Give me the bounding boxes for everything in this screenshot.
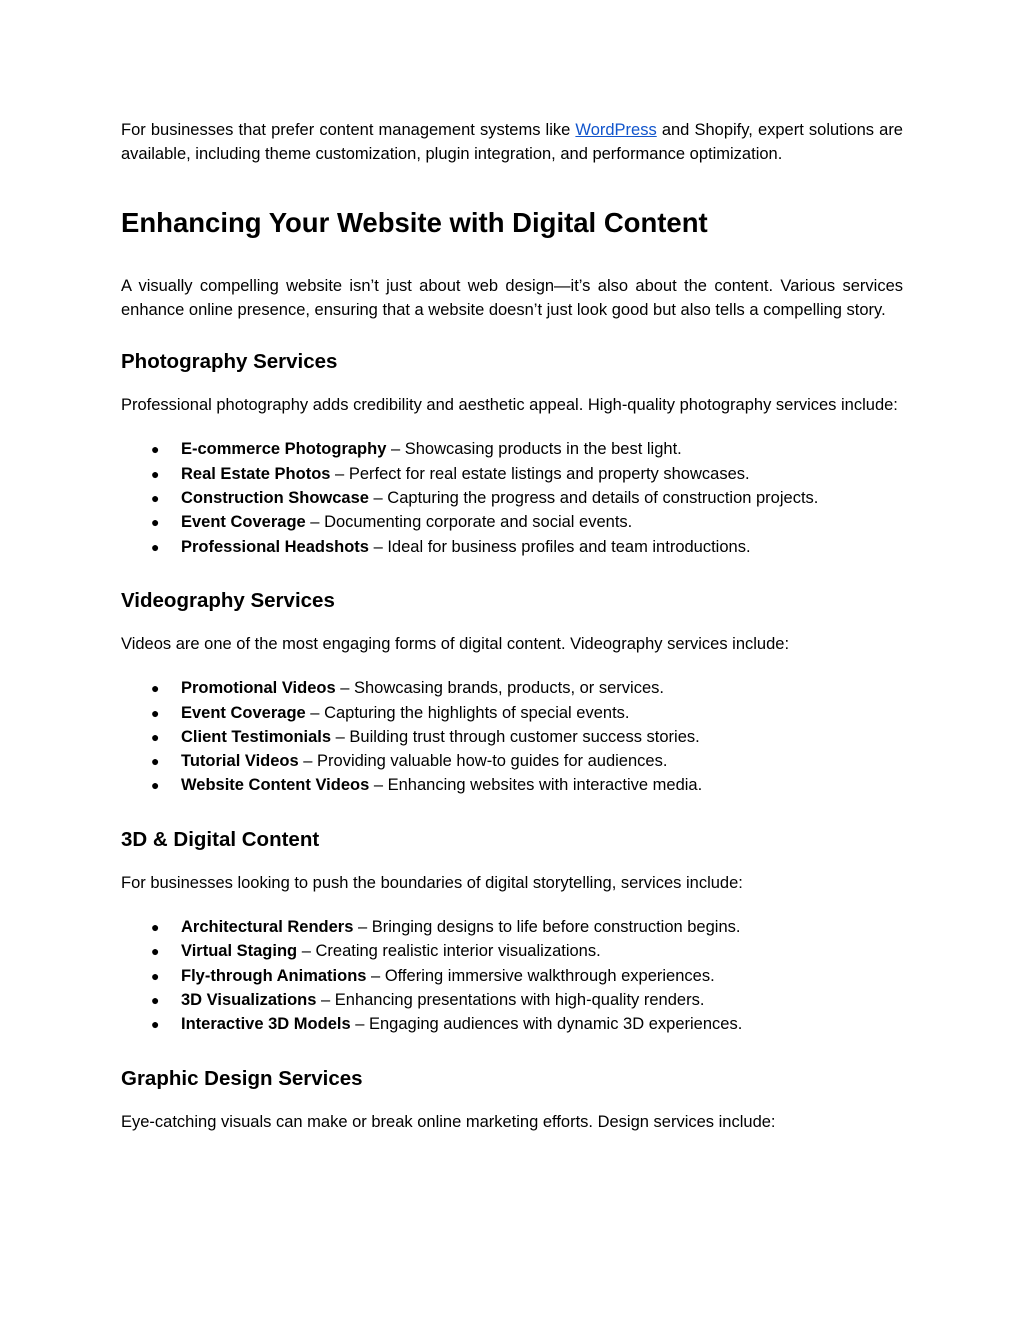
list-item-desc: – Showcasing brands, products, or services. (335, 679, 664, 698)
list-item-term: Website Content Videos (181, 776, 370, 795)
section-paragraph-videography: Videos are one of the most engaging forms of digital content. Videography services include: (121, 634, 790, 653)
main-heading: Enhancing Your Website with Digital Content (121, 206, 708, 238)
list-item (121, 964, 903, 988)
list-item-term: Event Coverage (181, 513, 306, 532)
bullet-icon: ● (151, 704, 160, 721)
bullet-icon: ● (151, 1016, 160, 1033)
3d-digital-list (121, 915, 903, 1036)
list-item-term: Architectural Renders (181, 918, 354, 937)
bullet-icon: ● (151, 680, 160, 697)
bullet-icon: ● (151, 943, 160, 960)
list-item-desc: – Perfect for real estate listings and property showcases. (330, 464, 750, 483)
list-item-term: Virtual Staging (181, 942, 298, 961)
list-item (121, 462, 903, 486)
intro-paragraph (121, 118, 903, 167)
videography-list (121, 676, 903, 797)
list-item (121, 939, 903, 963)
section-heading-graphic-design: Graphic Design Services (121, 1066, 363, 1090)
list-item-desc: – Enhancing websites with interactive media. (369, 776, 703, 795)
list-item-term: Promotional Videos (181, 679, 336, 698)
list-item-desc: – Providing valuable how-to guides for audiences. (298, 752, 668, 771)
bullet-icon: ● (151, 465, 160, 482)
bullet-icon: ● (151, 490, 160, 507)
list-item (121, 701, 903, 725)
list-item-term: Event Coverage (181, 703, 306, 722)
bullet-icon: ● (151, 753, 160, 770)
list-item-desc: – Bringing designs to life before construction begins. (353, 918, 741, 937)
list-item-term: Tutorial Videos (181, 752, 299, 771)
list-item (121, 510, 903, 534)
list-item (121, 1012, 903, 1036)
list-item (121, 749, 903, 773)
list-item-desc: – Engaging audiences with dynamic 3D experiences. (350, 1015, 743, 1034)
intro-text-before: For businesses that prefer content management systems like (121, 121, 576, 139)
photography-list (121, 437, 903, 558)
bullet-icon: ● (151, 777, 160, 794)
list-item-desc: – Offering immersive walkthrough experiences. (366, 966, 715, 985)
wordpress-link[interactable]: WordPress (575, 121, 657, 139)
section-heading-videography: Videography Services (121, 588, 335, 612)
list-item (121, 486, 903, 510)
list-item-term: Interactive 3D Models (181, 1015, 351, 1034)
list-item-term: Professional Headshots (181, 537, 369, 556)
list-item-desc: – Creating realistic interior visualizations. (297, 942, 601, 961)
list-item-term: Fly-through Animations (181, 966, 367, 985)
list-item-desc: – Capturing the highlights of special events. (305, 703, 630, 722)
section-heading-photography: Photography Services (121, 350, 338, 374)
list-item-desc: – Ideal for business profiles and team introductions. (368, 537, 751, 556)
bullet-icon: ● (151, 728, 160, 745)
list-item (121, 773, 903, 797)
list-item (121, 437, 903, 461)
section-paragraph-photography: Professional photography adds credibility and aesthetic appeal. High-quality photography services include: (121, 396, 898, 415)
list-item (121, 915, 903, 939)
list-item (121, 676, 903, 700)
bullet-icon: ● (151, 991, 160, 1008)
list-item (121, 988, 903, 1012)
bullet-icon: ● (151, 538, 160, 555)
list-item-term: Real Estate Photos (181, 464, 331, 483)
bullet-icon: ● (151, 514, 160, 531)
bullet-icon: ● (151, 441, 160, 458)
list-item (121, 725, 903, 749)
bullet-icon: ● (151, 967, 160, 984)
list-item-desc: – Building trust through customer success stories. (331, 727, 700, 746)
main-paragraph: A visually compelling website isn’t just about web design—it’s also about the content. Various services enhance online presence, ensuring that a website doesn’t just look good but also tells a compelling story. (121, 276, 903, 319)
list-item-desc: – Showcasing products in the best light. (386, 440, 682, 459)
list-item (121, 535, 903, 559)
section-paragraph-3d-digital: For businesses looking to push the boundaries of digital storytelling, services include: (121, 873, 743, 892)
list-item-term: E-commerce Photography (181, 440, 387, 459)
bullet-icon: ● (151, 919, 160, 936)
list-item-term: Construction Showcase (181, 489, 369, 508)
list-item-term: Client Testimonials (181, 727, 332, 746)
section-heading-3d-digital: 3D & Digital Content (121, 827, 320, 851)
intro-text-after: and Shopify, expert solutions are available, including theme customization, plugin integration, and performance optimization. (121, 121, 903, 164)
list-item-term: 3D Visualizations (181, 990, 317, 1009)
list-item-desc: – Documenting corporate and social events. (305, 513, 633, 532)
list-item-desc: – Capturing the progress and details of construction projects. (368, 489, 819, 508)
section-paragraph-graphic-design: Eye-catching visuals can make or break online marketing efforts. Design services include: (121, 1112, 776, 1131)
list-item-desc: – Enhancing presentations with high-quality renders. (316, 990, 705, 1009)
